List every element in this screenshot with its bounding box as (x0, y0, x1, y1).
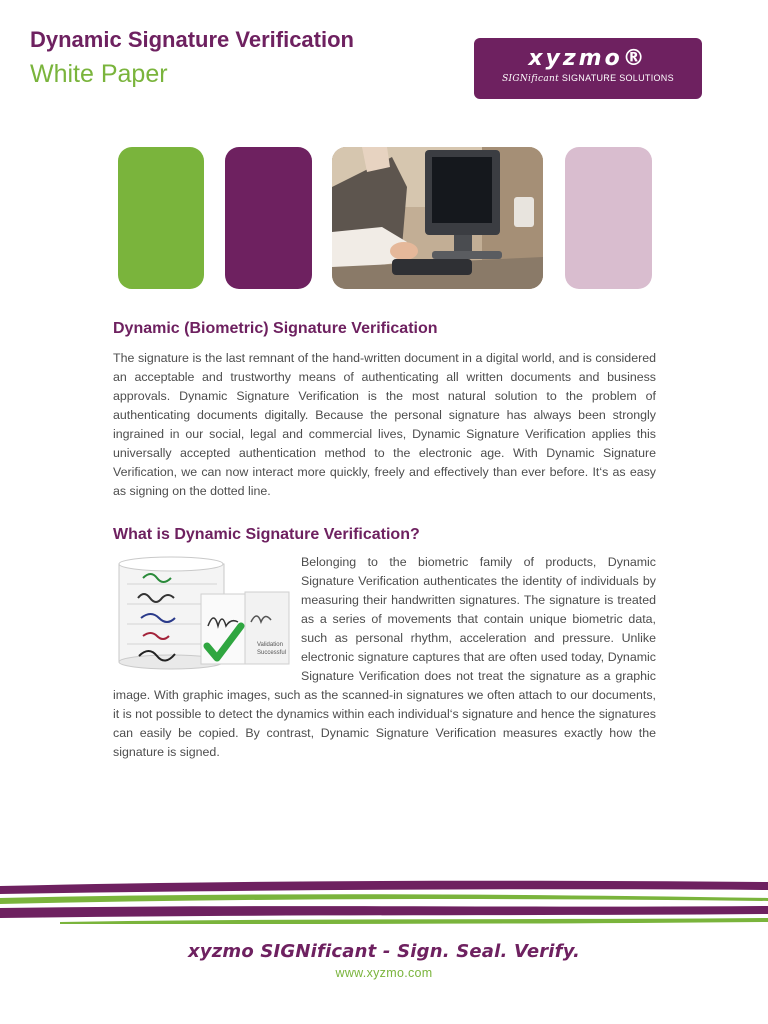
logo-brand: xyzmo® (528, 46, 648, 71)
logo-tagline-script: SIGNificant (502, 74, 560, 84)
xyzmo-logo (474, 38, 702, 99)
logo-tagline-rest: SIGNATURE SOLUTIONS (559, 73, 674, 83)
signing-photo (332, 147, 543, 289)
footer-url[interactable]: www.xyzmo.com (335, 966, 433, 980)
footer-swoosh-stripes (0, 878, 768, 928)
green-color-tile (118, 147, 204, 289)
section-body-biometric: The signature is the last remnant of the hand-written document in a digital world, and is considered an acceptable and trustworthy means of authenticating all written documents and business approvals. Dynamic Signature Verification is the most natural solution to the problem of authenticating documents digitally. Because the personal signature has always been strongly ingrained in our social, legal and commercial lives, Dynamic Signature Verification applies this universally accepted authentication method to the electronic age. With Dynamic Signature Verification, we can now interact more quickly, freely and effectively than ever before. It‘s as easy as signing on the dotted line. (113, 351, 656, 498)
section-heading-what-is: What is Dynamic Signature Verification? (113, 526, 420, 543)
signature-validation-illustration (113, 556, 297, 670)
section-what-is (113, 553, 656, 762)
purple-color-tile (225, 147, 312, 289)
section-heading-biometric: Dynamic (Biometric) Signature Verification (113, 320, 438, 337)
section-body-what-is: Belonging to the biometric family of products, Dynamic Signature Verification authenticates the identity of individuals by measuring their handwritten signatures. The signature is treated as a series of movements that contain unique biometric data, such as personal rhythm, acceleration and pressure. Unlike electronic signature captures that are often used today, Dynamic Signature Verification does not treat the signature as a graphic image. With graphic images, such as the scanned-in signatures we often attach to our documents, it is not possible to detect the dynamics within each individual‘s signature and hence the signatures can easily be copied. By contrast, Dynamic Signature Verification measures exactly how the signature is signed. (113, 555, 656, 759)
logo-tagline (474, 73, 702, 84)
svg-text:Validation: Validation (257, 642, 283, 648)
document-subtitle: White Paper (30, 60, 168, 88)
pink-color-tile (565, 147, 652, 289)
svg-text:Successful: Successful (257, 650, 287, 656)
footer-slogan: xyzmo SIGNificant - Sign. Seal. Verify. (187, 941, 581, 962)
document-title: Dynamic Signature Verification (30, 27, 354, 52)
